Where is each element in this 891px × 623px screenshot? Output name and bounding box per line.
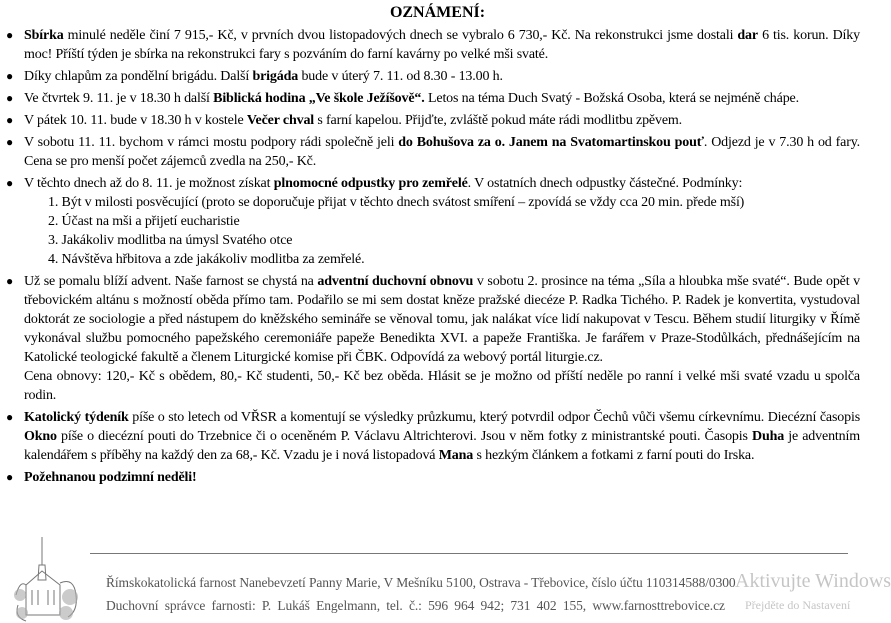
bullet-icon: ● bbox=[6, 410, 14, 424]
footer-address: Římskokatolická farnost Nanebevzetí Panny Marie, V Mešníku 5100, Ostrava - Třebovice, číslo účtu 110314588/0300 bbox=[106, 575, 736, 590]
conditions-list bbox=[24, 193, 860, 269]
announcement-item bbox=[0, 272, 860, 405]
item-text bbox=[24, 26, 860, 64]
announcement-item bbox=[0, 26, 860, 64]
text-run: Díky chlapům za pondělní brigádu. Další bbox=[24, 69, 253, 84]
emphasis-text: adventní duchovní obnovu bbox=[317, 274, 474, 289]
text-run: . V ostatních dnech odpustky částečné. Podmínky: bbox=[467, 176, 743, 191]
condition-item: 3. Jakákoliv modlitba na úmysl Svatého otce bbox=[48, 233, 293, 248]
item-text bbox=[24, 133, 860, 171]
emphasis-text: Biblická hodina „Ve škole Ježíšově“. bbox=[213, 91, 425, 106]
announcement-item bbox=[0, 111, 860, 130]
item-text bbox=[24, 89, 860, 108]
text-run: Už se pomalu blíží advent. Naše farnost se chystá na bbox=[24, 274, 318, 289]
emphasis-text: Duha bbox=[752, 429, 785, 444]
item-text bbox=[24, 67, 860, 86]
condition-item: 4. Návštěva hřbitova a zde jakákoliv modlitba za zemřelé. bbox=[48, 252, 365, 267]
text-run: bude v úterý 7. 11. od 8.30 - 13.00 h. bbox=[298, 69, 503, 84]
bullet-icon: ● bbox=[6, 274, 14, 288]
windows-activation-hint: Přejděte do Nastavení bbox=[745, 598, 851, 612]
item-text bbox=[24, 111, 860, 130]
footer-contact: Duchovní správce farnosti: P. Lukáš Engelmann, tel. č.: 596 964 942; 731 402 155, www.farnosttrebovice.cz bbox=[106, 598, 725, 613]
emphasis-text: do Bohušova za o. Janem na Svatomartinskou pouť bbox=[398, 135, 704, 150]
announcement-item bbox=[0, 174, 860, 269]
text-run: s farní kapelou. Přijďte, zvláště pokud máte rádi modlitbu zpěvem. bbox=[314, 113, 683, 128]
text-run: v sobotu 2. prosince na téma „Síla a hloubka mše svaté“. Bude opět v třebovickém altánu s možností oběda přímo tam. Podařilo se mi sem dostat kněze pražské diecéze P. Radka Tichého. P. Radek je konvertita, vystudoval doktorát ze sociologie a před nástupem do kněžského semináře se věnoval tomu, jak nalákat více lidí nakupovat v Tescu. Během studií liturgiky v Římě vykonával službu pomocného papežského ceremoniáře papeže Benedikta XVI. a papeže Františka. Je farářem v Praze-Stodůlkách, přednášejícím na Katolické teologické fakultě a členem Liturgické komise při ČBK. Odpovídá za webový portál liturgie.cz. bbox=[24, 274, 860, 365]
condition-item: 1. Být v milosti posvěcující (proto se doporučuje přijat v těchto dnech svátost smíření – zpovídá se vždy cca 20 min. přede mší) bbox=[48, 195, 745, 210]
text-run: je adventním kalendářem s příběhy na každý den za 68,- Kč. Vzadu je i nová listopadová bbox=[24, 429, 860, 463]
bullet-icon: ● bbox=[6, 470, 14, 484]
text-run: V těchto dnech až do 8. 11. je možnost získat bbox=[24, 176, 274, 191]
text-run: píše o sto letech od VŘSR a komentují se výsledky průzkumu, který potvrdil odpor Čechů vůči všemu církevnímu. Diecézní časopis bbox=[128, 410, 860, 425]
announcement-item bbox=[0, 408, 860, 465]
emphasis-text: Mana bbox=[438, 448, 474, 463]
emphasis-text: dar bbox=[737, 28, 758, 43]
item-text bbox=[24, 272, 860, 367]
bullet-icon: ● bbox=[6, 176, 14, 190]
text-run: V sobotu 11. 11. bychom v rámci mostu podpory rádi společně jeli bbox=[24, 135, 399, 150]
text-run: s hezkým článkem a fotkami z farní pouti do Irska. bbox=[473, 448, 755, 463]
price-info: Cena obnovy: 120,- Kč s obědem, 80,- Kč studenti, 50,- Kč bez oběda. Hlásit se je možno od příští neděle po ranní i velké mši svaté vzadu u spolča rodin. bbox=[24, 369, 860, 403]
item-text bbox=[24, 408, 860, 465]
bullet-icon: ● bbox=[6, 113, 14, 127]
emphasis-text: Katolický týdeník bbox=[24, 410, 129, 425]
emphasis-text: brigáda bbox=[252, 69, 299, 84]
item-text bbox=[24, 468, 860, 487]
page-title: OZNÁMENÍ: bbox=[389, 4, 486, 21]
emphasis-text: Sbírka bbox=[24, 28, 64, 43]
emphasis-text: plnomocné odpustky pro zemřelé bbox=[273, 176, 468, 191]
bullet-icon: ● bbox=[6, 91, 14, 105]
church-logo-icon bbox=[12, 535, 80, 623]
text-run: minulé neděle činí 7 915,- Kč, v prvních dvou listopadových dnech se vybralo 6 730,- Kč. Na rekonstrukci jsme dostali bbox=[63, 28, 738, 43]
announcement-item bbox=[0, 468, 860, 487]
emphasis-text: Okno bbox=[24, 429, 57, 444]
bullet-icon: ● bbox=[6, 28, 14, 42]
text-run: V pátek 10. 11. bude v 18.30 h v kostele bbox=[24, 113, 247, 128]
emphasis-text: Požehnanou podzimní neděli! bbox=[24, 470, 197, 485]
announcement-item bbox=[0, 89, 860, 108]
text-run: . Odjezd je v 7.30 h od fary. Cena se pro menší počet zájemců zvedla na 250,- Kč. bbox=[24, 135, 861, 169]
windows-activation-watermark: Aktivujte Windows bbox=[735, 570, 891, 592]
footer-divider bbox=[90, 553, 848, 554]
bullet-icon: ● bbox=[6, 69, 14, 83]
announcement-list bbox=[0, 26, 860, 490]
announcement-item bbox=[0, 67, 860, 86]
announcement-item bbox=[0, 133, 860, 171]
bullet-icon: ● bbox=[6, 135, 14, 149]
text-run: Letos na téma Duch Svatý - Božská Osoba, která se nejméně chápe. bbox=[424, 91, 799, 106]
text-run: Ve čtvrtek 9. 11. je v 18.30 h další bbox=[24, 91, 214, 106]
item-text bbox=[24, 174, 860, 193]
text-run: 6 tis. korun. Díky moc! Příští týden je sbírka na rekonstrukci fary s pozváním do farní kavárny po velké mši svaté. bbox=[24, 28, 860, 62]
emphasis-text: Večer chval bbox=[246, 113, 315, 128]
text-run: píše o diecézní pouti do Trzebnice či o oceněném P. Václavu Altrichterovi. Jsou v něm fotky z ministrantské pouti. Časopis bbox=[56, 429, 752, 444]
condition-item: 2. Účast na mši a přijetí eucharistie bbox=[48, 214, 240, 229]
